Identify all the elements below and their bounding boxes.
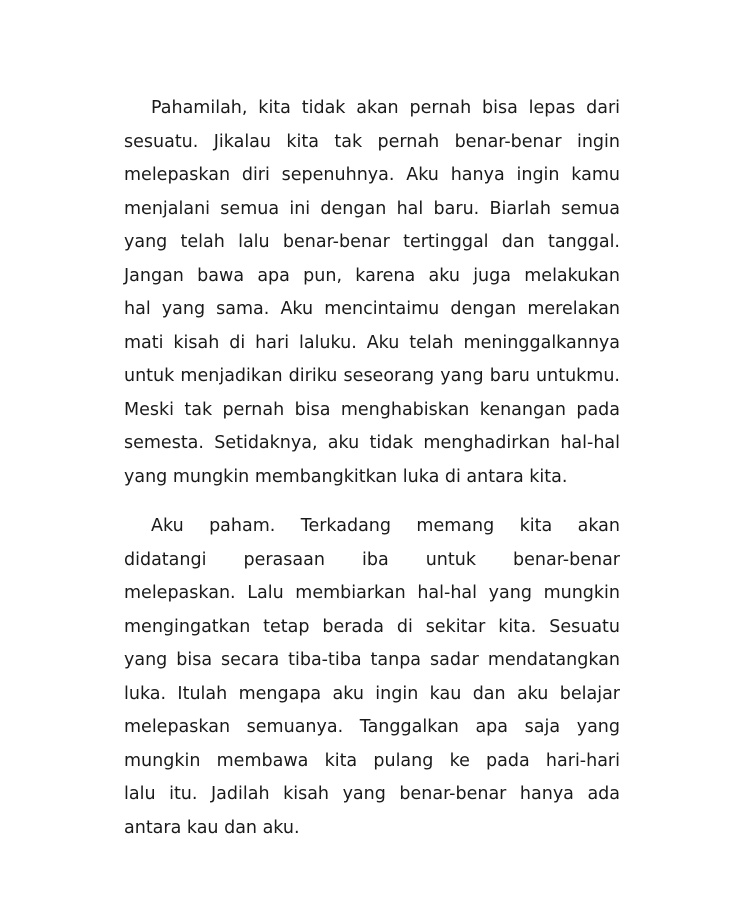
text-line: mati kisah di hari laluku. Aku telah meninggalkannya: [124, 332, 620, 353]
text-line: antara kau dan aku.: [124, 817, 300, 838]
text-line: Aku paham. Terkadang memang kita akan: [151, 516, 620, 536]
text-line: mengingatkan tetap berada di sekitar kita. Sesuatu: [124, 616, 620, 637]
text-line: didatangi perasaan iba untuk benar-benar: [124, 549, 620, 570]
text-line: melepaskan semuanya. Tanggalkan apa saja yang: [124, 717, 620, 737]
text-line: menjalani semua ini dengan hal baru. Biarlah semua: [124, 198, 620, 219]
text-line: yang mungkin membangkitkan luka di antara kita.: [124, 466, 568, 487]
text-line: Pahamilah, kita tidak akan pernah bisa lepas dari: [151, 98, 620, 118]
text-line: yang bisa secara tiba-tiba tanpa sadar mendatangkan: [124, 650, 620, 670]
text-line: semesta. Setidaknya, aku tidak menghadirkan hal-hal: [124, 433, 620, 453]
text-line: mungkin membawa kita pulang ke pada hari-hari: [124, 750, 620, 771]
text-line: untuk menjadikan diriku seseorang yang baru untukmu.: [124, 366, 620, 386]
text-line: Jangan bawa apa pun, karena aku juga melakukan: [124, 265, 620, 286]
text-line: lalu itu. Jadilah kisah yang benar-benar hanya ada: [124, 784, 620, 804]
text-line: melepaskan. Lalu membiarkan hal-hal yang mungkin: [124, 583, 620, 603]
text-line: yang telah lalu benar-benar tertinggal dan tanggal.: [124, 232, 620, 252]
text-line: melepaskan diri sepenuhnya. Aku hanya ingin kamu: [124, 165, 620, 185]
text-line: sesuatu. Jikalau kita tak pernah benar-benar ingin: [124, 131, 620, 152]
paragraph-2: [124, 510, 620, 845]
paragraph-1: [124, 92, 620, 494]
text-line: Meski tak pernah bisa menghabiskan kenangan pada: [124, 399, 620, 420]
text-line: hal yang sama. Aku mencintaimu dengan merelakan: [124, 299, 620, 319]
text-line: luka. Itulah mengapa aku ingin kau dan aku belajar: [124, 683, 620, 704]
